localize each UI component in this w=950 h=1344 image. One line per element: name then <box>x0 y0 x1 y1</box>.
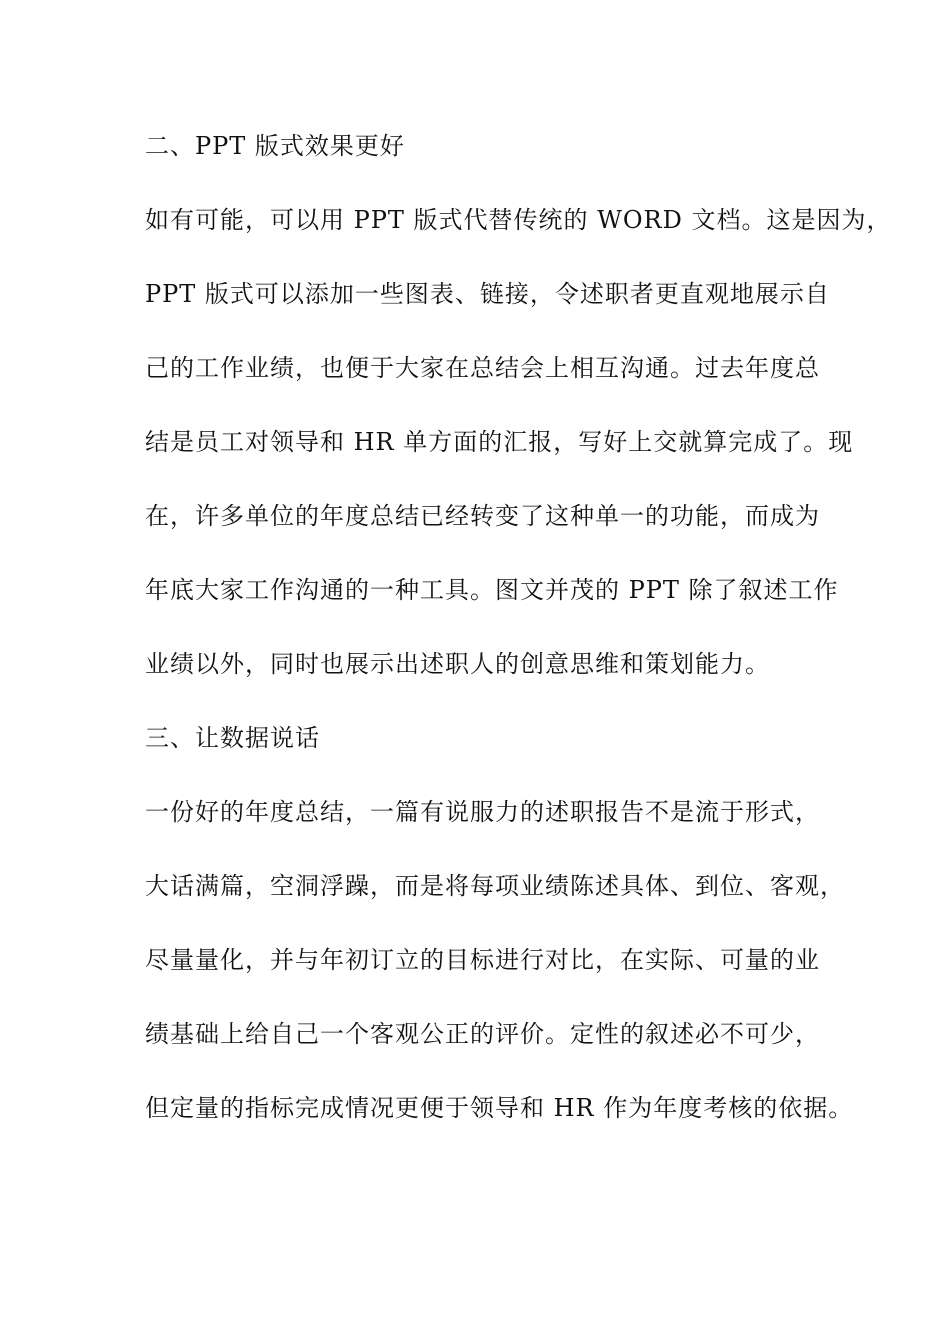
paragraph-line: 大话满篇，空洞浮躁，而是将每项业绩陈述具体、到位、客观， <box>145 872 845 900</box>
paragraph-line: 年底大家工作沟通的一种工具。图文并茂的 PPT 除了叙述工作 <box>145 576 839 604</box>
paragraph-line: 业绩以外，同时也展示出述职人的创意思维和策划能力。 <box>145 650 770 678</box>
paragraph-line: 但定量的指标完成情况更便于领导和 HR 作为年度考核的依据。 <box>145 1094 854 1122</box>
paragraph-line: 尽量量化，并与年初订立的目标进行对比，在实际、可量的业 <box>145 946 820 974</box>
paragraph-line: 结是员工对领导和 HR 单方面的汇报，写好上交就算完成了。现 <box>145 428 854 456</box>
document-body <box>145 128 892 1164</box>
paragraph-line: 己的工作业绩，也便于大家在总结会上相互沟通。过去年度总 <box>145 354 820 382</box>
section-heading-3: 三、让数据说话 <box>145 724 320 752</box>
section-heading-2: 二、PPT 版式效果更好 <box>145 132 405 160</box>
paragraph-line: 一份好的年度总结，一篇有说服力的述职报告不是流于形式， <box>145 798 820 826</box>
paragraph-line: 如有可能，可以用 PPT 版式代替传统的 WORD 文档。这是因为， <box>145 206 892 234</box>
paragraph-line: 绩基础上给自己一个客观公正的评价。定性的叙述必不可少， <box>145 1020 820 1048</box>
paragraph-line: PPT 版式可以添加一些图表、链接，令述职者更直观地展示自 <box>145 280 830 308</box>
paragraph-line: 在，许多单位的年度总结已经转变了这种单一的功能，而成为 <box>145 502 820 530</box>
